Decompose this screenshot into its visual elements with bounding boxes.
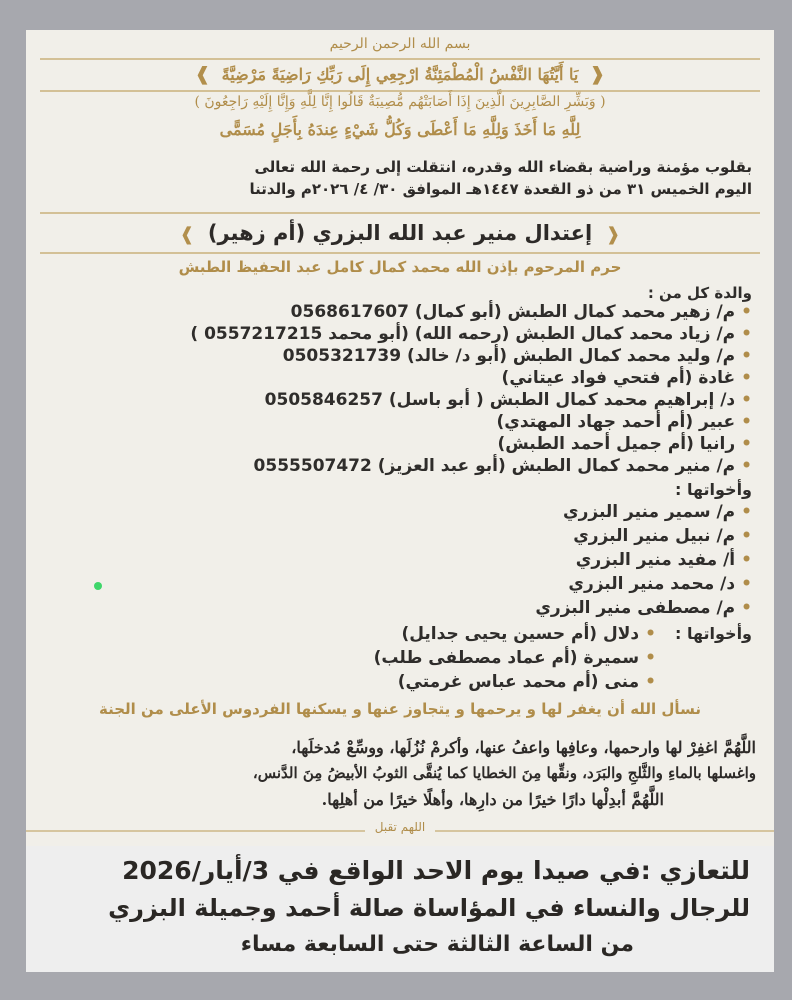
list-item: •م/ وليد محمد كمال الطبش (أبو د/ خالد) 0505321739 [282,346,752,366]
mother-of-heading: والدة كل من : [647,284,752,302]
list-item: •م/ مصطفى منير البزري [535,598,752,618]
obituary-paper [26,30,774,970]
brothers-heading: وأخواتها : [674,480,752,499]
verse-2: ( وَبَشِّرِ الصَّابِرِينَ الَّذِينَ إِذَا أَصَابَتْهُم مُّصِيبَةٌ قَالُوا إِنَّا لِلَّهِ وَإِنَّا إِلَيْهِ رَاجِعُونَ ) [194,94,606,110]
green-dot-marker [94,582,102,590]
verse-1: يَا أَيَّتُهَا النَّفْسُ الْمُطْمَئِنَّةُ ارْجِعِي إِلَى رَبِّكِ رَاضِيَةً مَرْضِيَّةً [221,65,579,84]
deceased-name: إعتدال منير عبد الله البزري (أم زهير) [207,221,593,245]
condolences-line-1: للتعازي :في صيدا يوم الاحد الواقع في 3/أيار/2026 [122,856,750,885]
ornament-icon: ❱ [194,64,211,85]
list-item: •رانيا (أم جميل أحمد الطبش) [497,434,752,454]
intro-line-2: اليوم الخميس ٣١ من ذو القعدة ١٤٤٧هـ الموافق ٣٠/ ٤/ ٢٠٢٦م والدتنا [249,180,752,198]
list-item: •غادة (أم فتحي فواد عيتاني) [501,368,752,388]
ornament-icon: ❱ [179,224,195,245]
ornament-icon: ❰ [589,64,606,85]
list-item: •د/ محمد منير البزري [568,574,752,594]
spouse-line: حرم المرحوم بإذن الله محمد كمال كامل عبد الحفيظ الطبش [178,258,622,276]
intro-line-1: بقلوب مؤمنة وراضية بقضاء الله وقدره، انتقلت إلى رحمة الله تعالى [254,158,752,176]
footer-ornament-text: اللهم تقبل [365,820,435,834]
footer-ornament [26,820,774,834]
list-item: •د/ إبراهيم محمد كمال الطبش ( أبو باسل) 0505846257 [264,390,752,410]
basmala: بسم الله الرحمن الرحيم [329,36,471,52]
condolences-box [26,846,774,972]
verse-banner [40,58,760,92]
deceased-banner [40,212,760,254]
dua-line-3: اللَّهُمَّ أبدِلْها دارًا خيرًا من دارِها، وأهلًا خيرًا من أهلِها. [321,790,664,809]
list-item: •دلال (أم حسين يحيى جدايل) [401,624,656,644]
verse-3: لِلَّهِ مَا أَخَذَ وَلِلَّهِ مَا أَعْطَى وَكُلُّ شَيْءٍ عِندَهُ بِأَجَلٍ مُسَمًّى [219,120,581,139]
ornament-icon: ❰ [605,224,621,245]
condolences-line-3: من الساعة الثالثة حتى السابعة مساء [240,932,634,957]
list-item: •أ/ مفيد منير البزري [575,550,752,570]
list-item: •سميرة (أم عماد مصطفى طلب) [373,648,656,668]
prayer-line: نسأل الله أن يغفر لها و يرحمها و يتجاوز عنها و يسكنها الفردوس الأعلى من الجنة [99,700,701,718]
list-item: •م/ سمير منير البزري [563,502,752,522]
list-item: •عبير (أم أحمد جهاد المهتدي) [496,412,752,432]
condolences-line-2: للرجال والنساء في المؤاساة صالة أحمد وجميلة البزري [108,894,750,922]
dua-line-2: واغسلها بالماءِ والثَّلجِ والبَرَد، ونقِّها مِنَ الخطايا كما يُنقَّى الثوبُ الأبيضُ مِنَ الدَّنس، [252,764,756,782]
dua-line-1: اللَّهُمَّ اغفِرْ لها وارحمها، وعافِها واعفُ عنها، وأكرمْ نُزُلَها، ووسِّعْ مُدخلَها، [291,738,756,757]
list-item: •منى (أم محمد عباس غرمتي) [397,672,656,692]
list-item: •م/ زياد محمد كمال الطبش (رحمه الله) (أبو محمد 0557217215 ) [190,324,752,344]
list-item: •م/ منير محمد كمال الطبش (أبو عبد العزيز) 0555507472 [253,456,752,476]
sisters-heading: وأخواتها : [674,624,752,643]
list-item: •م/ نبيل منير البزري [573,526,752,546]
list-item: •م/ زهير محمد كمال الطبش (أبو كمال) 0568617607 [290,302,752,322]
